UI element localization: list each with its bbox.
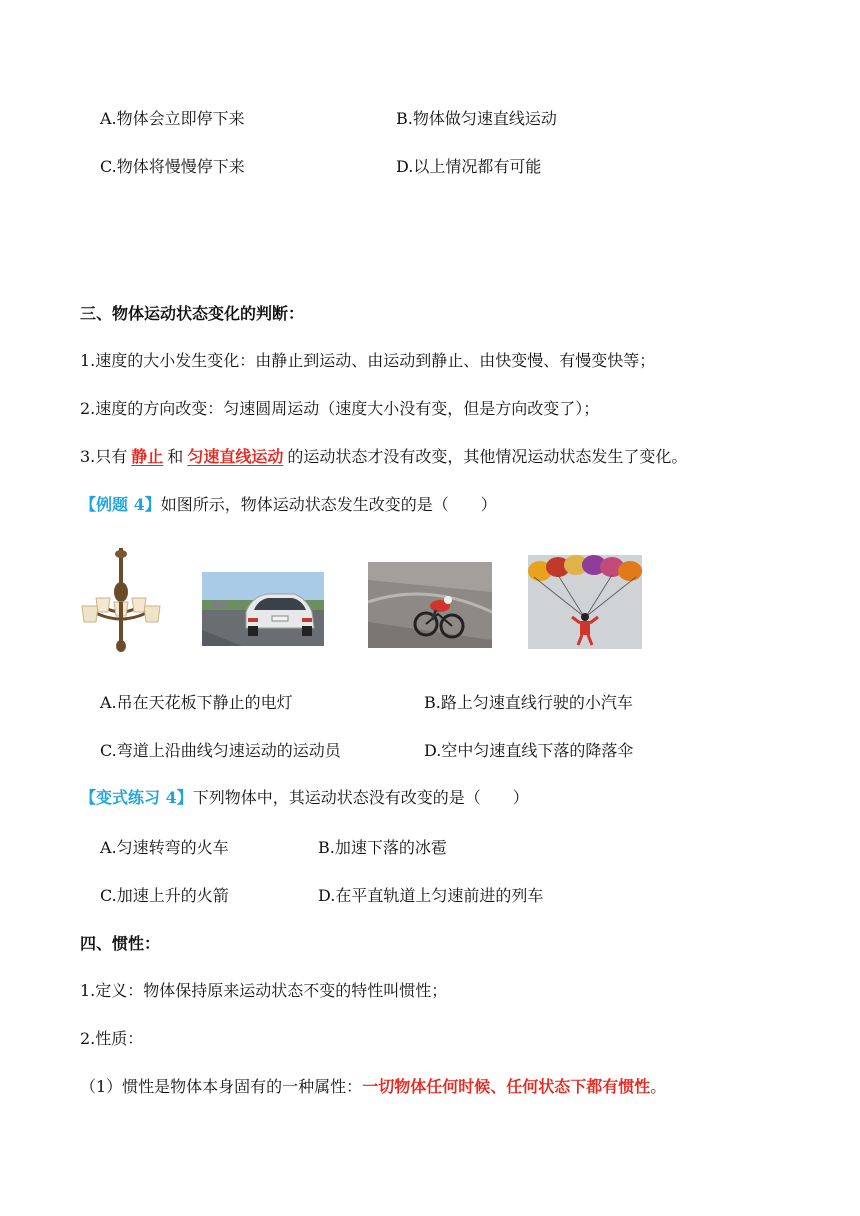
practice4-tag: 【变式练习 4】 [80,788,193,807]
prev-option-d: D.以上情况都有可能 [396,157,542,176]
prev-option-b: B.物体做匀速直线运动 [396,109,557,128]
section4-item1: 1.定义：物体保持原来运动状态不变的特性叫惯性； [80,981,448,1000]
cyclist-image [368,562,492,648]
section3-item2: 2.速度的方向改变：匀速圆周运动（速度大小没有变，但是方向改变了）； [80,399,600,418]
example4-option-a: A.吊在天花板下静止的电灯 [100,693,293,712]
item3-prefix: 3.只有 [80,447,128,466]
parachute-image [528,555,642,649]
practice4-question-line [80,787,529,809]
example4-option-b: B.路上匀速直线行驶的小汽车 [424,693,633,712]
example4-question-line [80,494,497,516]
practice4-option-a: A.匀速转弯的火车 [100,838,229,857]
sub1-end: 。 [650,1077,667,1096]
blank-uniform-linear: 匀速直线运动 [187,447,284,466]
section4-heading: 四、惯性： [80,934,161,953]
example4-question: 如图所示，物体运动状态发生改变的是（ ） [160,495,497,514]
example4-tag: 【例题 4】 [80,495,161,514]
practice4-option-c: C.加速上升的火箭 [100,886,229,905]
car-image [202,572,324,646]
section4-item2: 2.性质： [80,1029,144,1048]
prev-option-c: C.物体将慢慢停下来 [100,157,245,176]
section3-item3 [80,446,687,468]
sub1-prefix: （1）惯性是物体本身固有的一种属性： [80,1077,363,1096]
practice4-question: 下列物体中，其运动状态没有改变的是（ ） [192,788,529,807]
section3-item1: 1.速度的大小发生变化：由静止到运动、由运动到静止、由快变慢、有慢变快等； [80,351,656,370]
blank-static: 静止 [131,447,164,466]
section3-heading: 三、物体运动状态变化的判断： [80,304,305,323]
item3-and: 和 [167,447,184,466]
chandelier-image [80,548,162,656]
example4-option-d: D.空中匀速直线下落的降落伞 [424,741,634,760]
practice4-option-d: D.在平直轨道上匀速前进的列车 [318,886,544,905]
item3-suffix: 的运动状态才没有改变，其他情况运动状态发生了变化。 [287,447,688,466]
section4-sub1 [80,1076,666,1098]
inertia-highlight: 一切物体任何时候、任何状态下都有惯性 [362,1077,651,1096]
prev-option-a: A.物体会立即停下来 [100,109,245,128]
example4-option-c: C.弯道上沿曲线匀速运动的运动员 [100,741,341,760]
practice4-option-b: B.加速下落的冰雹 [318,838,447,857]
